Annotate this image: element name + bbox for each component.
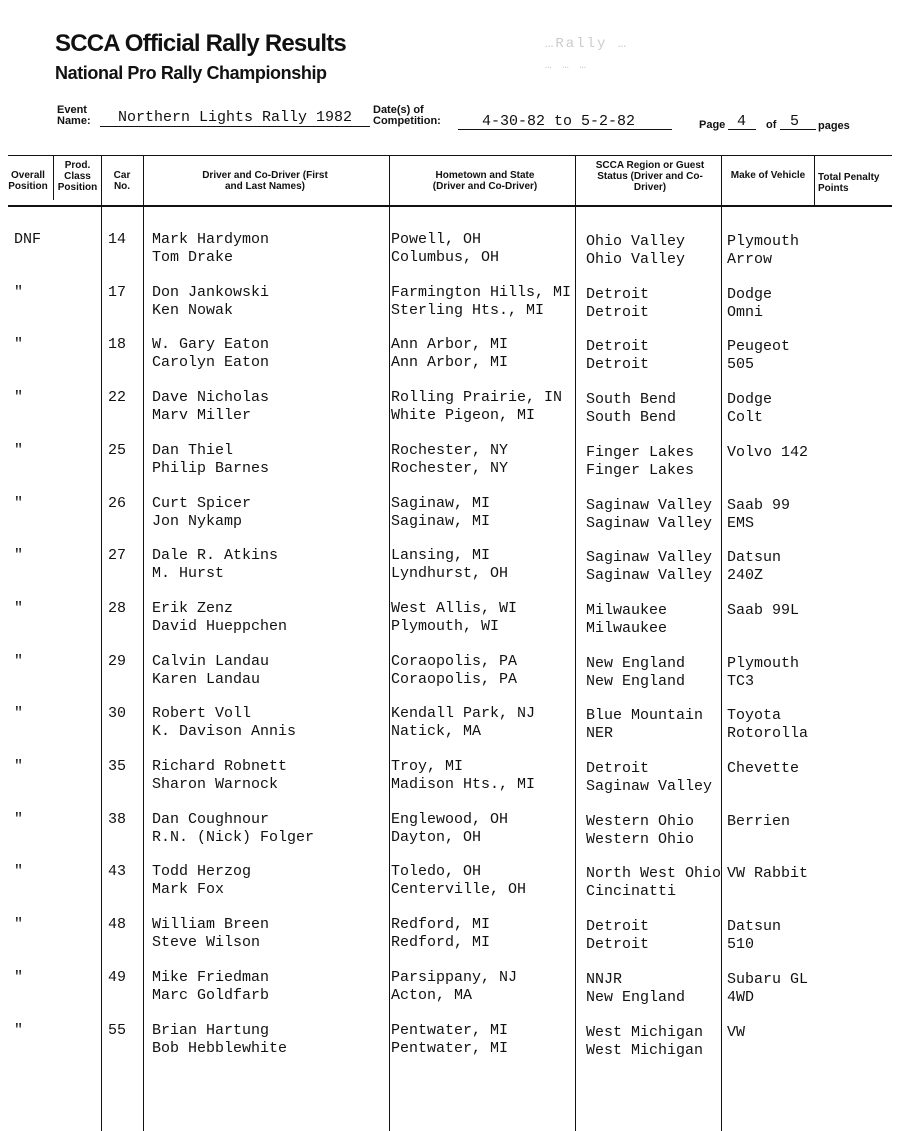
codriver-region: Cincinatti [586, 883, 677, 901]
driver-name: Mark Hardymon [152, 231, 270, 248]
overall-position: " [14, 336, 24, 354]
codriver-name: Ken Nowak [152, 301, 234, 319]
driver-hometown: Kendall Park, NJ [391, 705, 536, 723]
vehicle-make: Subaru GL [727, 970, 809, 988]
driver-name: Curt Spicer [152, 494, 252, 512]
codriver-region: NER [586, 725, 614, 743]
col-header-region: SCCA Region or Guest Status (Driver and Co-Driver) [595, 160, 705, 193]
vehicle-make: VW [727, 1023, 746, 1041]
pages-label: pages [818, 120, 850, 132]
overall-position: " [14, 810, 24, 828]
vehicle-make: VW Rabbit [727, 865, 809, 883]
codriver-name: Mark Fox [152, 881, 225, 899]
vehicle-model: Omni [727, 303, 764, 321]
codriver-region: New England [586, 672, 686, 690]
event-label: Event Name: [57, 104, 91, 127]
driver-name: William Breen [152, 916, 270, 934]
driver-region: Detroit [586, 918, 650, 936]
of-label: of [766, 119, 777, 131]
codriver-hometown: Lyndhurst, OH [391, 565, 509, 583]
car-number: 27 [108, 547, 127, 565]
vehicle-make: Dodge [727, 391, 773, 409]
vehicle-model: 240Z [727, 567, 764, 585]
vehicle-model: Arrow [727, 251, 773, 268]
vehicle-make: Dodge [727, 285, 773, 303]
driver-name: Dan Thiel [152, 441, 234, 459]
vehicle-make: Plymouth [727, 654, 800, 672]
driver-region: Detroit [586, 338, 650, 356]
vehicle-model: Colt [727, 409, 764, 427]
codriver-hometown: Centerville, OH [391, 881, 527, 899]
driver-name: Richard Robnett [152, 758, 288, 775]
car-number: 18 [108, 336, 127, 354]
overall-position: " [14, 916, 24, 934]
codriver-name: Carolyn Eaton [152, 354, 270, 372]
driver-hometown: Rolling Prairie, IN [391, 389, 563, 407]
car-number: 35 [108, 758, 127, 775]
codriver-hometown: Pentwater, MI [391, 1039, 509, 1057]
driver-hometown: Lansing, MI [391, 547, 491, 565]
driver-region: Milwaukee [586, 601, 668, 619]
codriver-hometown: Madison Hts., MI [391, 776, 536, 793]
event-name: Northern Lights Rally 1982 [118, 109, 353, 126]
vehicle-make: Datsun [727, 549, 782, 567]
form-subtitle: National Pro Rally Championship [55, 63, 327, 83]
codriver-region: Milwaukee [586, 619, 668, 637]
driver-region: Blue Mountain [586, 707, 704, 725]
car-number: 28 [108, 599, 127, 617]
codriver-name: M. Hurst [152, 565, 225, 583]
codriver-region: Saginaw Valley [586, 778, 713, 795]
faded-stamp-text: …Rally … … … … [545, 36, 629, 72]
codriver-name: Marc Goldfarb [152, 986, 270, 1004]
car-number: 29 [108, 652, 127, 670]
driver-hometown: Englewood, OH [391, 810, 509, 828]
codriver-name: David Hueppchen [152, 617, 288, 635]
driver-region: Detroit [586, 760, 650, 777]
codriver-region: Finger Lakes [586, 461, 695, 479]
codriver-hometown: Natick, MA [391, 723, 482, 741]
codriver-name: Sharon Warnock [152, 776, 279, 793]
driver-hometown: Toledo, OH [391, 863, 482, 881]
codriver-hometown: Coraopolis, PA [391, 670, 518, 688]
codriver-name: Steve Wilson [152, 934, 261, 952]
driver-region: West Michigan [586, 1023, 704, 1041]
driver-hometown: Rochester, NY [391, 441, 509, 459]
vehicle-model: 505 [727, 356, 755, 374]
driver-name: Don Jankowski [152, 283, 270, 301]
driver-hometown: Ann Arbor, MI [391, 336, 509, 354]
codriver-region: Ohio Valley [586, 251, 686, 268]
codriver-hometown: Sterling Hts., MI [391, 301, 545, 319]
car-number: 30 [108, 705, 127, 723]
codriver-hometown: Redford, MI [391, 934, 491, 952]
codriver-region: Western Ohio [586, 830, 695, 848]
vehicle-make: Chevette [727, 760, 800, 777]
overall-position: " [14, 1021, 24, 1039]
driver-region: Ohio Valley [586, 233, 686, 250]
driver-name: Dan Coughnour [152, 810, 270, 828]
vehicle-model: Rotorolla [727, 725, 809, 743]
codriver-region: Detroit [586, 303, 650, 321]
dates-label: Date(s) of Competition: [373, 104, 441, 127]
competition-dates: 4-30-82 to 5-2-82 [482, 113, 636, 130]
driver-name: Mike Friedman [152, 968, 270, 986]
vehicle-make: Plymouth [727, 233, 800, 250]
driver-region: North West Ohio [586, 865, 722, 883]
col-header-car-no: Car No. [113, 170, 131, 192]
driver-hometown: Troy, MI [391, 758, 464, 775]
codriver-region: Saginaw Valley [586, 567, 713, 585]
driver-region: Western Ohio [586, 812, 695, 830]
driver-name: Todd Herzog [152, 863, 252, 881]
codriver-region: New England [586, 988, 686, 1006]
overall-position: " [14, 863, 24, 881]
codriver-name: K. Davison Annis [152, 723, 297, 741]
page-number: 4 [737, 113, 747, 130]
codriver-name: Marv Miller [152, 407, 252, 425]
codriver-hometown: Columbus, OH [391, 249, 500, 266]
col-header-driver: Driver and Co-Driver (First and Last Names) [202, 170, 328, 192]
driver-hometown: West Allis, WI [391, 599, 518, 617]
col-header-prod-class: Prod. Class Position [57, 160, 98, 193]
car-number: 17 [108, 283, 127, 301]
codriver-name: Philip Barnes [152, 459, 270, 477]
vehicle-make: Volvo 142 [727, 443, 809, 461]
overall-position: " [14, 652, 24, 670]
codriver-region: Detroit [586, 356, 650, 374]
overall-position: " [14, 494, 24, 512]
driver-region: New England [586, 654, 686, 672]
codriver-name: Bob Hebblewhite [152, 1039, 288, 1057]
col-header-hometown: Hometown and State (Driver and Co-Driver) [432, 170, 538, 192]
driver-region: Saginaw Valley [586, 496, 713, 514]
vehicle-model: 510 [727, 936, 755, 954]
driver-hometown: Parsippany, NJ [391, 968, 518, 986]
overall-position: " [14, 547, 24, 565]
driver-hometown: Powell, OH [391, 231, 482, 248]
codriver-region: West Michigan [586, 1041, 704, 1059]
driver-hometown: Pentwater, MI [391, 1021, 509, 1039]
driver-region: NNJR [586, 970, 623, 988]
codriver-hometown: Plymouth, WI [391, 617, 500, 635]
codriver-region: South Bend [586, 409, 677, 427]
driver-name: Dave Nicholas [152, 389, 270, 407]
codriver-hometown: Ann Arbor, MI [391, 354, 509, 372]
vehicle-make: Datsun [727, 918, 782, 936]
driver-region: Detroit [586, 285, 650, 303]
driver-region: South Bend [586, 391, 677, 409]
car-number: 43 [108, 863, 127, 881]
vehicle-make: Saab 99L [727, 601, 800, 619]
car-number: 55 [108, 1021, 127, 1039]
car-number: 22 [108, 389, 127, 407]
col-header-penalty: Total Penalty Points [818, 172, 880, 194]
overall-position: " [14, 599, 24, 617]
col-header-overall: Overall Position [8, 170, 48, 192]
vehicle-make: Peugeot [727, 338, 791, 356]
page-label: Page [699, 119, 726, 131]
overall-position: DNF [14, 231, 42, 248]
car-number: 38 [108, 810, 127, 828]
driver-hometown: Coraopolis, PA [391, 652, 518, 670]
driver-hometown: Saginaw, MI [391, 494, 491, 512]
vehicle-make: Toyota [727, 707, 782, 725]
driver-name: Erik Zenz [152, 599, 234, 617]
driver-name: W. Gary Eaton [152, 336, 270, 354]
driver-name: Brian Hartung [152, 1021, 270, 1039]
codriver-name: Tom Drake [152, 249, 234, 266]
codriver-name: R.N. (Nick) Folger [152, 828, 315, 846]
overall-position: " [14, 968, 24, 986]
overall-position: " [14, 283, 24, 301]
codriver-hometown: White Pigeon, MI [391, 407, 536, 425]
codriver-hometown: Acton, MA [391, 986, 473, 1004]
overall-position: " [14, 389, 24, 407]
driver-name: Calvin Landau [152, 652, 270, 670]
driver-region: Saginaw Valley [586, 549, 713, 567]
codriver-hometown: Dayton, OH [391, 828, 482, 846]
car-number: 48 [108, 916, 127, 934]
overall-position: " [14, 705, 24, 723]
driver-region: Finger Lakes [586, 443, 695, 461]
car-number: 25 [108, 441, 127, 459]
car-number: 26 [108, 494, 127, 512]
vehicle-model: 4WD [727, 988, 755, 1006]
codriver-name: Jon Nykamp [152, 512, 243, 530]
driver-name: Dale R. Atkins [152, 547, 279, 565]
codriver-name: Karen Landau [152, 670, 261, 688]
driver-hometown: Redford, MI [391, 916, 491, 934]
codriver-region: Saginaw Valley [586, 514, 713, 532]
codriver-hometown: Saginaw, MI [391, 512, 491, 530]
vehicle-make: Saab 99 [727, 496, 791, 514]
codriver-hometown: Rochester, NY [391, 459, 509, 477]
page-total: 5 [790, 113, 800, 130]
car-number: 49 [108, 968, 127, 986]
vehicle-model: EMS [727, 514, 755, 532]
col-header-make: Make of Vehicle [730, 170, 806, 181]
vehicle-make: Berrien [727, 812, 791, 830]
driver-hometown: Farmington Hills, MI [391, 283, 572, 301]
form-title: SCCA Official Rally Results [55, 30, 346, 57]
vehicle-model: TC3 [727, 672, 755, 690]
car-number: 14 [108, 231, 127, 248]
driver-name: Robert Voll [152, 705, 252, 723]
overall-position: " [14, 441, 24, 459]
codriver-region: Detroit [586, 936, 650, 954]
overall-position: " [14, 758, 24, 775]
